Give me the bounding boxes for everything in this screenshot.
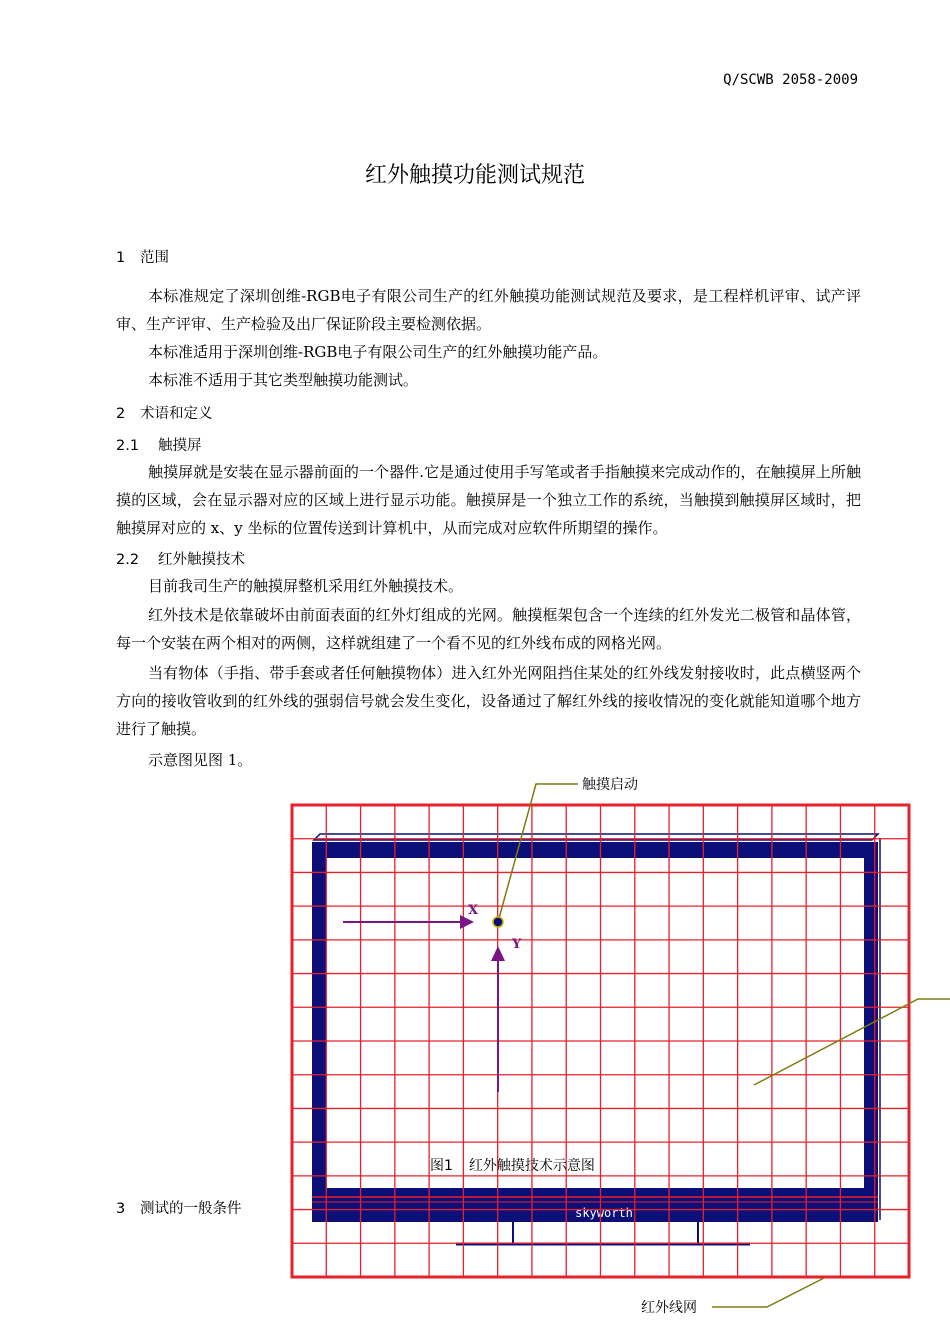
section-title: 触摸屏	[158, 438, 202, 454]
section-title: 测试的一般条件	[140, 1201, 242, 1217]
section-number: 3	[116, 1201, 126, 1217]
section-number: 2	[116, 406, 126, 422]
x-axis-label: X	[468, 903, 479, 918]
touch-start-label: 触摸启动	[582, 777, 638, 793]
tv-bezel-frame	[312, 842, 878, 1222]
y-axis-arrow	[491, 937, 522, 1092]
section-number: 2.2	[116, 552, 140, 568]
section-2-2-paragraph-2: 红外技术是依靠破坏由前面表面的红外灯组成的光网。触摸框架包含一个连续的红外发光二极管和晶体管，每一个安装在两个相对的两侧，这样就组建了一个看不见的红外线布成的网格光网。	[116, 606, 861, 652]
section-1-paragraph-3: 本标准不适用于其它类型触摸功能测试。	[148, 371, 419, 389]
section-number: 1	[116, 250, 126, 266]
tv-bezel	[312, 834, 880, 1222]
section-2-2-paragraph-1: 目前我司生产的触摸屏整机采用红外触摸技术。	[148, 577, 464, 595]
section-1-paragraph-1: 本标准规定了深圳创维-RGB电子有限公司生产的红外触摸功能测试规范及要求，是工程样机评审、试产评审、生产评审、生产检验及出厂保证阶段主要检测依据。	[116, 287, 861, 333]
section-2-2-paragraph-4: 示意图见图 1。	[148, 751, 253, 769]
section-title: 范围	[140, 250, 169, 266]
section-2-2-paragraph-3: 当有物体（手指、带手套或者任何触摸物体）进入红外光网阻挡住某处的红外线发射接收时，此点横竖两个方向的接收管收到的红外线的强弱信号就会发生变化，设备通过了解红外线的接收情况的变化就能知道哪个地方进行了触摸。	[116, 664, 861, 738]
figure-caption-text: 红外触摸技术示意图	[468, 1158, 595, 1174]
document-title: 红外触摸功能测试规范	[364, 163, 585, 188]
figure-caption-label: 图1	[430, 1158, 453, 1174]
figure-1-caption	[430, 1155, 595, 1175]
x-axis-arrow	[343, 903, 479, 929]
section-1-paragraph-2: 本标准适用于深圳创维-RGB电子有限公司生产的红外触摸功能产品。	[148, 343, 608, 361]
y-axis-label: Y	[512, 937, 522, 952]
infrared-grid-label: 红外线网	[641, 1300, 697, 1316]
section-title: 红外触摸技术	[158, 552, 245, 568]
tv-stand	[456, 1222, 750, 1244]
grid-label-leader	[712, 1278, 824, 1307]
document-number: Q/SCWB 2058-2009	[723, 72, 858, 88]
section-number: 2.1	[116, 438, 140, 454]
section-title: 术语和定义	[140, 406, 213, 422]
touch-point-marker	[493, 917, 503, 927]
screen-leader	[754, 999, 950, 1085]
section-2-1-paragraph-1: 触摸屏就是安装在显示器前面的一个器件.它是通过使用手写笔或者手指触摸来完成动作的，在触摸屏上所触摸的区域，会在显示器对应的区域上进行显示功能。触摸屏是一个独立工作的系统，当触摸到触摸屏区域时，把触摸屏对应的 x、y 坐标的位置传送到计算机中，从而完成对应软件所期望的操作。	[116, 463, 861, 537]
tv-brand-logo: skyworth	[575, 1206, 633, 1220]
